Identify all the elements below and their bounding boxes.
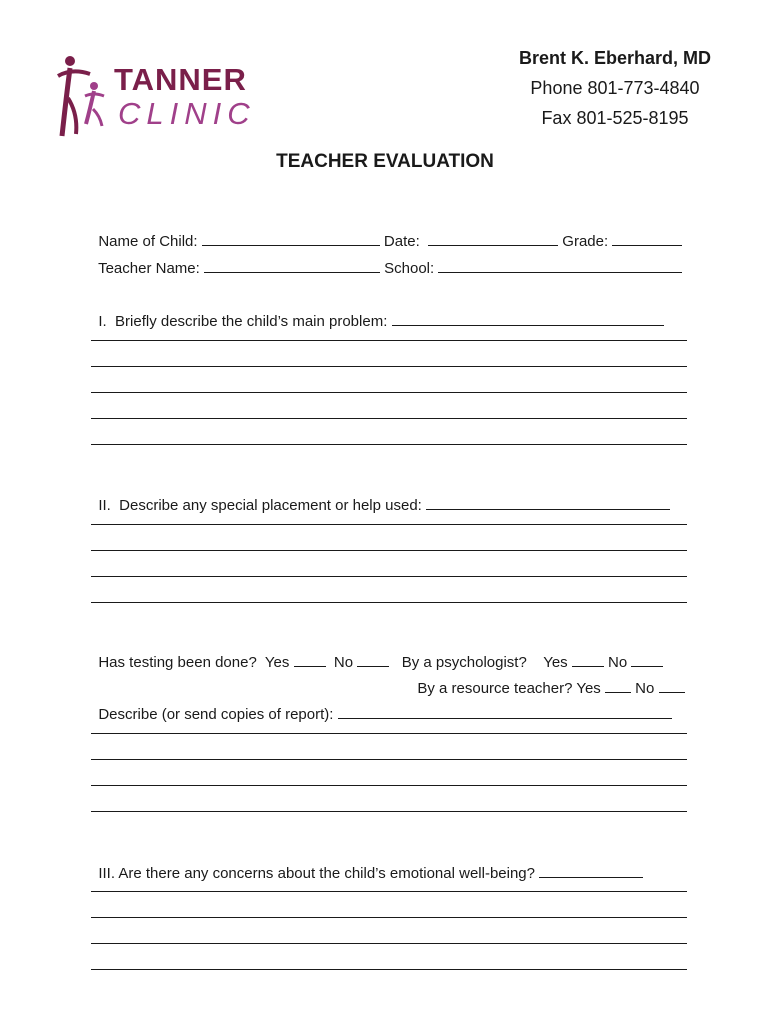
question-2 bbox=[90, 480, 670, 514]
tanner-clinic-logo bbox=[52, 54, 256, 144]
answer-2-line[interactable] bbox=[91, 576, 687, 577]
question-1-label: I. Briefly describe the child’s main problem: bbox=[98, 313, 388, 330]
family-figure-icon bbox=[52, 54, 122, 144]
resource-teacher-label: By a resource teacher? Yes bbox=[417, 680, 601, 697]
describe-row bbox=[90, 689, 672, 723]
answer-1-line[interactable] bbox=[91, 418, 687, 419]
describe-answer-line[interactable] bbox=[91, 759, 687, 760]
logo-word-clinic: CLINIC bbox=[118, 96, 256, 131]
testing-label: Has testing been done? Yes bbox=[98, 654, 290, 671]
psychologist-no-label: No bbox=[608, 654, 628, 671]
answer-1-line[interactable] bbox=[91, 392, 687, 393]
school-label: School: bbox=[384, 260, 435, 277]
describe-answer-line[interactable] bbox=[91, 733, 687, 734]
answer-3-line[interactable] bbox=[91, 891, 687, 892]
testing-no-label: No bbox=[333, 654, 354, 671]
resource-teacher-no-label: No bbox=[635, 680, 655, 697]
answer-3-line[interactable] bbox=[91, 943, 687, 944]
teacher-name-field[interactable] bbox=[204, 260, 380, 273]
question-1 bbox=[90, 296, 664, 330]
question-1-field[interactable] bbox=[392, 313, 664, 326]
question-3 bbox=[90, 848, 643, 882]
form-title: TEACHER EVALUATION bbox=[276, 151, 494, 172]
answer-3-line[interactable] bbox=[91, 969, 687, 970]
phone-number: Phone 801-773-4840 bbox=[530, 78, 700, 98]
answer-3-line[interactable] bbox=[91, 917, 687, 918]
question-2-label: II. Describe any special placement or help used: bbox=[98, 497, 422, 514]
answer-1-line[interactable] bbox=[91, 444, 687, 445]
psychologist-label: By a psychologist? Yes bbox=[401, 654, 568, 671]
describe-field[interactable] bbox=[338, 706, 672, 719]
school-field[interactable] bbox=[438, 260, 682, 273]
teacher-info-row bbox=[90, 243, 682, 277]
describe-answer-line[interactable] bbox=[91, 811, 687, 812]
grade-label: Grade: bbox=[562, 233, 609, 250]
child-name-label: Name of Child: bbox=[98, 233, 198, 250]
question-3-field[interactable] bbox=[539, 865, 643, 878]
question-3-label: III. Are there any concerns about the child’s emotional well-being? bbox=[98, 865, 535, 882]
answer-2-line[interactable] bbox=[91, 524, 687, 525]
answer-2-line[interactable] bbox=[91, 602, 687, 603]
answer-1-line[interactable] bbox=[91, 366, 687, 367]
testing-no-field[interactable] bbox=[357, 654, 389, 667]
describe-answer-line[interactable] bbox=[91, 785, 687, 786]
describe-label: Describe (or send copies of report): bbox=[98, 706, 334, 723]
date-label: Date: bbox=[383, 233, 420, 250]
testing-yes-field[interactable] bbox=[294, 654, 326, 667]
teacher-name-label: Teacher Name: bbox=[98, 260, 200, 277]
question-2-field[interactable] bbox=[426, 497, 670, 510]
fax-number: Fax 801-525-8195 bbox=[541, 108, 689, 128]
logo-word-tanner: TANNER bbox=[114, 62, 247, 97]
doctor-name: Brent K. Eberhard, MD bbox=[518, 48, 712, 68]
answer-2-line[interactable] bbox=[91, 550, 687, 551]
answer-1-line[interactable] bbox=[91, 340, 687, 341]
